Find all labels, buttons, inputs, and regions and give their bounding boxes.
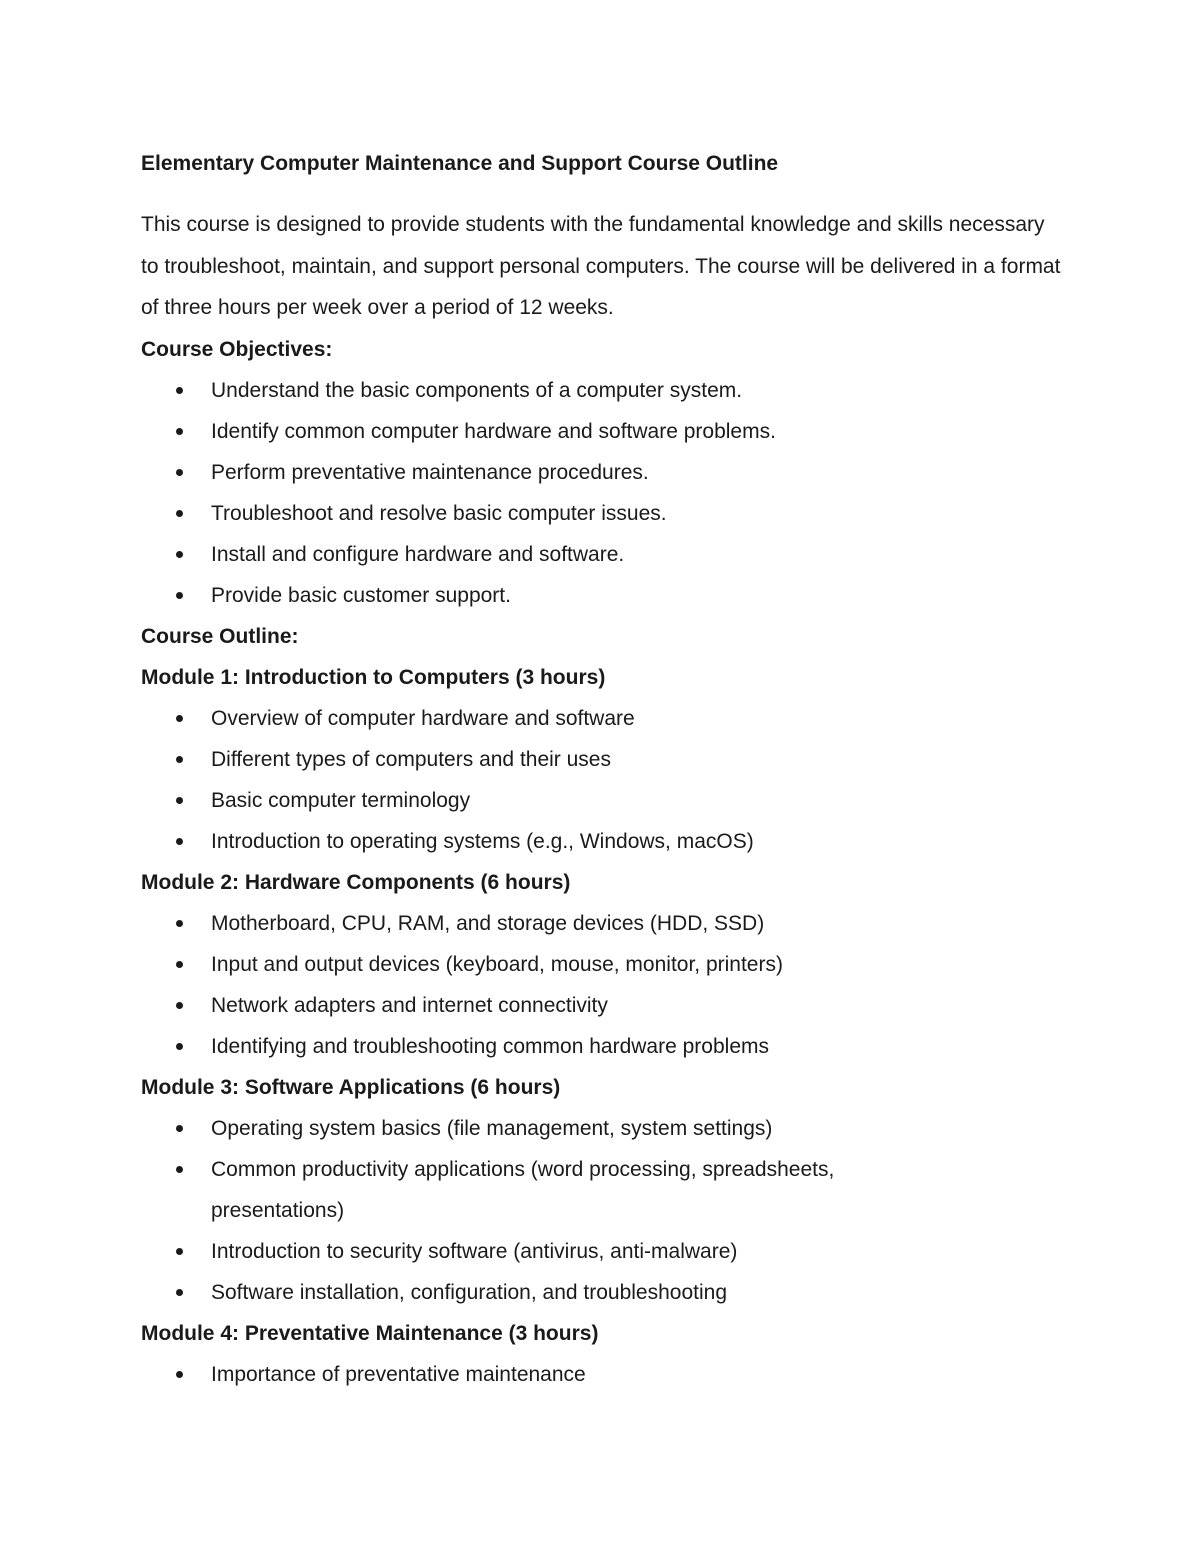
list-item: Different types of computers and their uses <box>141 739 1061 780</box>
bullet-icon <box>176 592 183 599</box>
list-item: Perform preventative maintenance procedures. <box>141 452 1061 493</box>
list-item: Introduction to operating systems (e.g., Windows, macOS) <box>141 821 1061 862</box>
list-item: Operating system basics (file management, system settings) <box>141 1108 1061 1149</box>
bullet-icon <box>176 1166 183 1173</box>
bullet-icon <box>176 1371 183 1378</box>
bullet-icon <box>176 1125 183 1132</box>
list-item: Common productivity applications (word processing, spreadsheets, presentations) <box>141 1149 1061 1231</box>
objectives-heading: Course Objectives: <box>141 337 333 361</box>
outline-heading: Course Outline: <box>141 624 299 648</box>
module-4-list <box>141 1354 1061 1395</box>
bullet-icon <box>176 1043 183 1050</box>
list-item: Introduction to security software (antivirus, anti-malware) <box>141 1231 1061 1272</box>
module-3-heading: Module 3: Software Applications (6 hours) <box>141 1075 561 1099</box>
list-item: Input and output devices (keyboard, mouse, monitor, printers) <box>141 944 1061 985</box>
bullet-icon <box>176 1289 183 1296</box>
bullet-icon <box>176 838 183 845</box>
list-item: Provide basic customer support. <box>141 575 1061 616</box>
list-item: Network adapters and internet connectivity <box>141 985 1061 1026</box>
module-3-list <box>141 1108 1061 1313</box>
module-1-list <box>141 698 1061 862</box>
bullet-icon <box>176 510 183 517</box>
bullet-icon <box>176 1248 183 1255</box>
bullet-icon <box>176 387 183 394</box>
module-2-list <box>141 903 1061 1067</box>
module-2-heading: Module 2: Hardware Components (6 hours) <box>141 870 571 894</box>
bullet-icon <box>176 1002 183 1009</box>
list-item: Software installation, configuration, and troubleshooting <box>141 1272 1061 1313</box>
bullet-icon <box>176 715 183 722</box>
list-item: Identify common computer hardware and software problems. <box>141 411 1061 452</box>
list-item: Motherboard, CPU, RAM, and storage devices (HDD, SSD) <box>141 903 1061 944</box>
document-page <box>141 146 1061 1395</box>
bullet-icon <box>176 469 183 476</box>
bullet-icon <box>176 920 183 927</box>
list-item: Identifying and troubleshooting common hardware problems <box>141 1026 1061 1067</box>
bullet-icon <box>176 797 183 804</box>
list-item: Understand the basic components of a computer system. <box>141 370 1061 411</box>
list-item: Troubleshoot and resolve basic computer issues. <box>141 493 1061 534</box>
list-item: Overview of computer hardware and software <box>141 698 1061 739</box>
bullet-icon <box>176 756 183 763</box>
bullet-icon <box>176 551 183 558</box>
objectives-list <box>141 370 1061 616</box>
module-1-heading: Module 1: Introduction to Computers (3 hours) <box>141 665 606 689</box>
list-item: Install and configure hardware and software. <box>141 534 1061 575</box>
list-item: Importance of preventative maintenance <box>141 1354 1061 1395</box>
document-title: Elementary Computer Maintenance and Support Course Outline <box>141 152 779 175</box>
intro-paragraph: This course is designed to provide students with the fundamental knowledge and skills necessary to troubleshoot, maintain, and support personal computers. The course will be delivered in a format of three hours per week over a period of 12 weeks. <box>141 213 1061 319</box>
bullet-icon <box>176 961 183 968</box>
bullet-icon <box>176 428 183 435</box>
list-item: Basic computer terminology <box>141 780 1061 821</box>
module-4-heading: Module 4: Preventative Maintenance (3 hours) <box>141 1321 599 1345</box>
